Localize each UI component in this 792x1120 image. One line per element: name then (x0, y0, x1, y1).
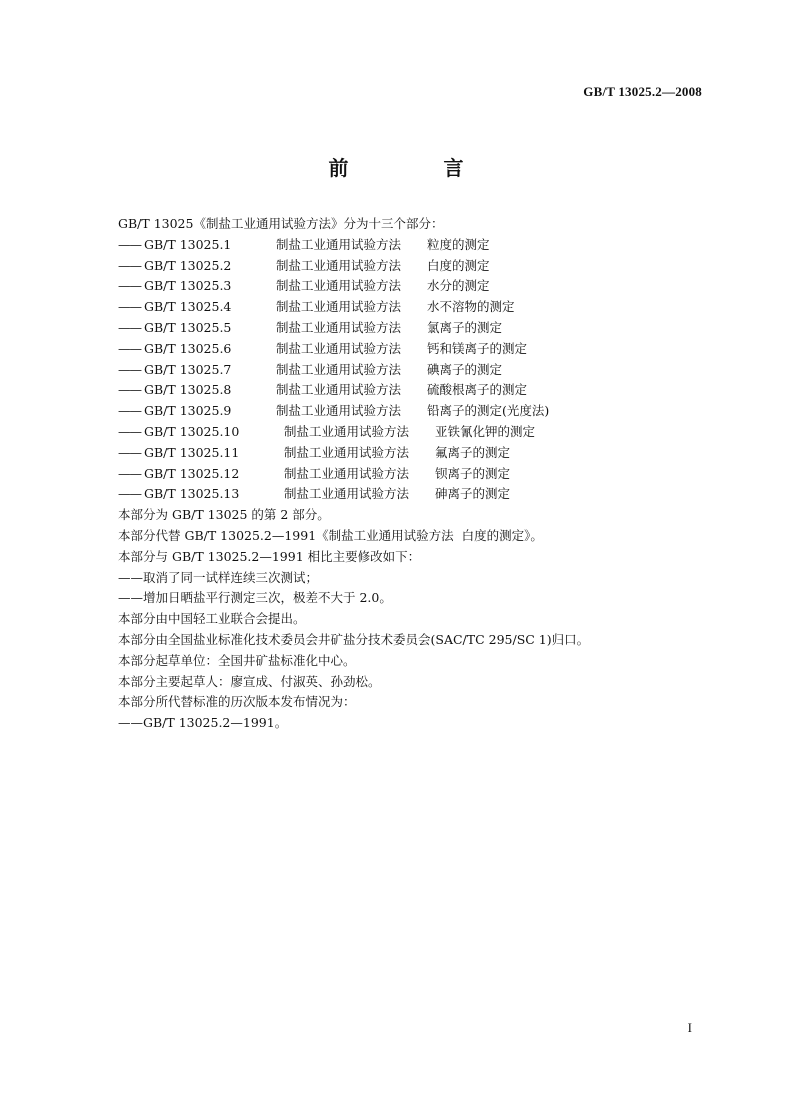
page-number: I (687, 1020, 692, 1035)
part-name: 钡离子的测定 (435, 465, 511, 481)
part-list-item (118, 235, 718, 256)
part-list-item (118, 297, 718, 318)
list-dash: —— (118, 299, 141, 315)
paragraph-line: 本部分主要起草人：廖宣成、付淑英、孙劲松。 (118, 673, 381, 689)
part-code: GB/T 13025.5 (144, 319, 232, 335)
paragraph-line: ——GB/T 13025.2—1991。 (118, 715, 288, 731)
list-dash: —— (118, 486, 141, 502)
part-name: 水分的测定 (427, 278, 490, 294)
part-code: GB/T 13025.11 (144, 444, 240, 460)
part-code: GB/T 13025.10 (144, 423, 240, 439)
part-code: GB/T 13025.13 (144, 486, 240, 502)
list-dash: —— (118, 319, 141, 335)
part-series-title: 制盐工业通用试验方法 (276, 403, 402, 419)
parts-list (118, 235, 718, 505)
foreword-body (118, 214, 718, 734)
list-dash: —— (118, 361, 141, 377)
list-dash: —— (118, 382, 141, 398)
standard-number: GB/T 13025.2—2008 (583, 84, 702, 99)
paragraph-line: 本部分由全国盐业标准化技术委员会井矿盐分技术委员会(SAC/TC 295/SC 1)归口。 (118, 631, 590, 647)
part-list-item (118, 464, 718, 485)
part-code: GB/T 13025.1 (144, 236, 232, 252)
list-dash: —— (118, 340, 141, 356)
part-series-title: 制盐工业通用试验方法 (276, 382, 402, 398)
paragraph-line: 本部分由中国轻工业联合会提出。 (118, 611, 306, 627)
paragraph-line: ——取消了同一试样连续三次测试； (118, 569, 319, 585)
part-series-title: 制盐工业通用试验方法 (276, 299, 402, 315)
list-dash: —— (118, 236, 141, 252)
part-series-title: 制盐工业通用试验方法 (276, 257, 402, 273)
part-name: 水不溶物的测定 (427, 299, 515, 315)
part-list-item (118, 276, 718, 297)
list-dash: —— (118, 403, 141, 419)
part-list-item (118, 422, 718, 443)
part-name: 碘离子的测定 (427, 361, 503, 377)
part-list-item (118, 443, 718, 464)
part-code: GB/T 13025.6 (144, 340, 232, 356)
part-name: 氟离子的测定 (435, 444, 511, 460)
intro-line: GB/T 13025《制盐工业通用试验方法》分为十三个部分： (118, 216, 444, 231)
page-title: 前 言 (328, 156, 508, 180)
part-code: GB/T 13025.9 (144, 403, 232, 419)
list-dash: —— (118, 257, 141, 273)
list-dash: —— (118, 423, 141, 439)
paragraph-list (118, 505, 718, 734)
part-name: 铅离子的测定(光度法) (427, 403, 550, 419)
part-code: GB/T 13025.8 (144, 382, 232, 398)
paragraph-line: 本部分起草单位：全国井矿盐标准化中心。 (118, 652, 356, 668)
part-series-title: 制盐工业通用试验方法 (276, 278, 402, 294)
part-series-title: 制盐工业通用试验方法 (276, 340, 402, 356)
part-code: GB/T 13025.3 (144, 278, 232, 294)
part-code: GB/T 13025.2 (144, 257, 232, 273)
part-series-title: 制盐工业通用试验方法 (284, 465, 410, 481)
part-list-item (118, 256, 718, 277)
list-dash: —— (118, 278, 141, 294)
paragraph-line: 本部分所代替标准的历次版本发布情况为： (118, 694, 356, 710)
part-list-item (118, 484, 718, 505)
part-name: 钙和镁离子的测定 (427, 340, 528, 356)
part-list-item (118, 318, 718, 339)
part-name: 粒度的测定 (427, 236, 490, 252)
paragraph-line: ——增加日晒盐平行测定三次，极差不大于 2.0。 (118, 590, 392, 606)
list-dash: —— (118, 444, 141, 460)
part-series-title: 制盐工业通用试验方法 (276, 319, 402, 335)
part-series-title: 制盐工业通用试验方法 (276, 236, 402, 252)
part-series-title: 制盐工业通用试验方法 (284, 444, 410, 460)
paragraph-line: 本部分与 GB/T 13025.2—1991 相比主要修改如下： (118, 548, 421, 564)
paragraph-line: 本部分为 GB/T 13025 的第 2 部分。 (118, 507, 330, 523)
part-name: 氯离子的测定 (427, 319, 503, 335)
list-dash: —— (118, 465, 141, 481)
part-code: GB/T 13025.12 (144, 465, 240, 481)
part-list-item (118, 380, 718, 401)
part-code: GB/T 13025.7 (144, 361, 232, 377)
paragraph-line: 本部分代替 GB/T 13025.2—1991《制盐工业通用试验方法 白度的测定》。 (118, 527, 543, 543)
part-name: 亚铁氰化钾的测定 (435, 423, 536, 439)
part-series-title: 制盐工业通用试验方法 (276, 361, 402, 377)
part-list-item (118, 360, 718, 381)
part-list-item (118, 339, 718, 360)
part-series-title: 制盐工业通用试验方法 (284, 486, 410, 502)
part-name: 白度的测定 (427, 257, 490, 273)
part-series-title: 制盐工业通用试验方法 (284, 423, 410, 439)
part-list-item (118, 401, 718, 422)
part-name: 硫酸根离子的测定 (427, 382, 528, 398)
part-name: 砷离子的测定 (435, 486, 511, 502)
part-code: GB/T 13025.4 (144, 299, 232, 315)
